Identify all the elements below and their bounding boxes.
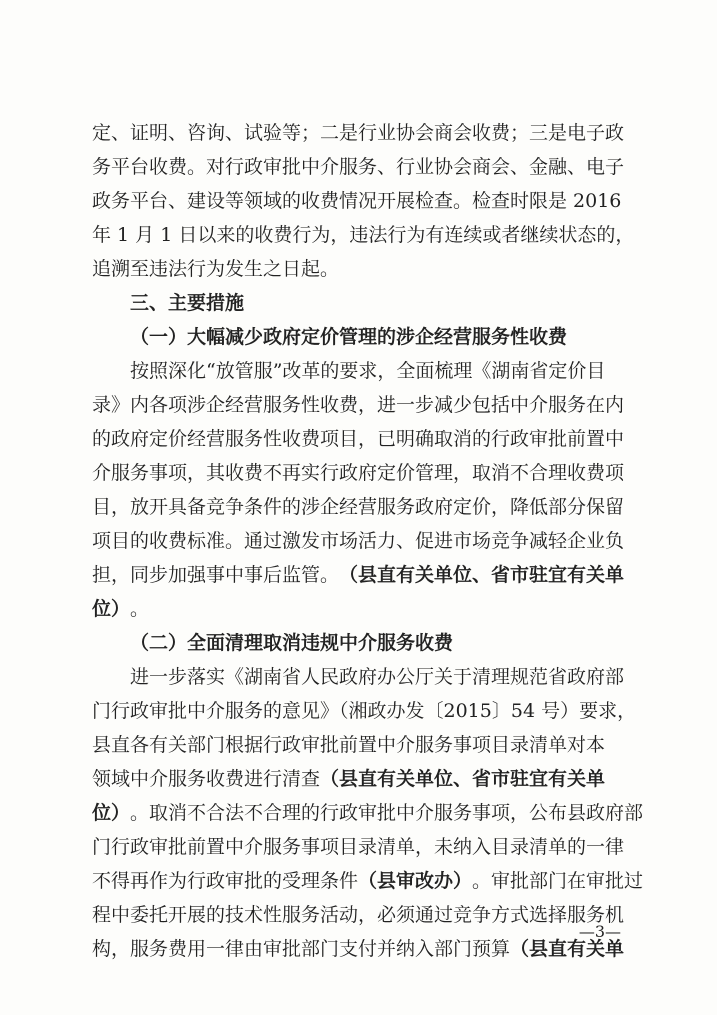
paragraph-line (92, 932, 626, 966)
paragraph-text: 不得再作为行政审批的受理条件 (92, 870, 359, 892)
subsection-title-2: （二）全面清理取消违规中介服务收费 (130, 632, 454, 654)
responsible-units: 位） (92, 802, 131, 824)
paragraph-text: 担，同步加强事中事后监管。 (92, 564, 340, 586)
paragraph-line: 门行政审批中介服务的意见》（湘政办发〔2015〕54 号）要求， (92, 700, 637, 722)
paragraph-text: 。 (130, 598, 150, 620)
paragraph-line (92, 558, 626, 592)
paragraph-line: 的政府定价经营服务性收费项目，已明确取消的行政审批前置中 (92, 428, 625, 450)
paragraph-text: 。取消不合法不合理的行政审批中介服务事项，公布县政府部 (130, 802, 644, 824)
intro-line: 定、证明、咨询、试验等；二是行业协会商会收费；三是电子政 (92, 122, 625, 144)
responsible-units: （县直有关单位、省市驻宜有关单 (320, 768, 606, 790)
intro-line: 追溯至违法行为发生之日起。 (92, 258, 340, 280)
document-body (92, 116, 644, 966)
paragraph-line: 按照深化“放管服”改革的要求，全面梳理《湖南省定价目 (130, 360, 606, 382)
paragraph-line: 程中委托开展的技术性服务活动，必须通过竞争方式选择服务机 (92, 904, 625, 926)
intro-line: 政务平台、建设等领域的收费情况开展检查。检查时限是 2016 (92, 190, 622, 212)
responsible-units: （县直有关单位、省市驻宜有关单 (339, 564, 625, 586)
paragraph-line: 进一步落实《湖南省人民政府办公厅关于清理规范省政府部 (130, 666, 625, 688)
responsible-units: 位） (92, 598, 131, 620)
paragraph-line (92, 592, 626, 626)
paragraph-line (92, 864, 644, 898)
paragraph-line (92, 796, 644, 830)
paragraph-line: 项目的收费标准。通过激发市场活力、促进市场竞争减轻企业负 (92, 530, 625, 552)
section-title: 三、主要措施 (130, 292, 245, 314)
subsection-title-1: （一）大幅减少政府定价管理的涉企经营服务性收费 (130, 326, 568, 348)
responsible-units: （县审改办） (358, 870, 473, 892)
paragraph-line: 录》内各项涉企经营服务性收费，进一步减少包括中介服务在内 (92, 394, 625, 416)
intro-line: 务平台收费。对行政审批中介服务、行业协会商会、金融、电子 (92, 156, 625, 178)
paragraph-text: 构，服务费用一律由审批部门支付并纳入部门预算 (92, 938, 511, 960)
paragraph-line: 目，放开具备竞争条件的涉企经营服务政府定价，降低部分保留 (92, 496, 625, 518)
paragraph-text: 领域中介服务收费进行清查 (92, 768, 321, 790)
paragraph-line: 县直各有关部门根据行政审批前置中介服务事项目录清单对本 (92, 734, 606, 756)
responsible-units: （县直有关单 (510, 938, 625, 960)
paragraph-line (92, 762, 626, 796)
paragraph-line: 门行政审批前置中介服务事项目录清单，未纳入目录清单的一律 (92, 836, 625, 858)
intro-line: 年 1 月 1 日以来的收费行为，违法行为有连续或者继续状态的， (92, 224, 635, 246)
page-number: —3— (578, 922, 621, 941)
paragraph-line: 介服务事项，其收费不再实行政府定价管理，取消不合理收费项 (92, 462, 625, 484)
paragraph-text: 。审批部门在审批过 (472, 870, 644, 892)
